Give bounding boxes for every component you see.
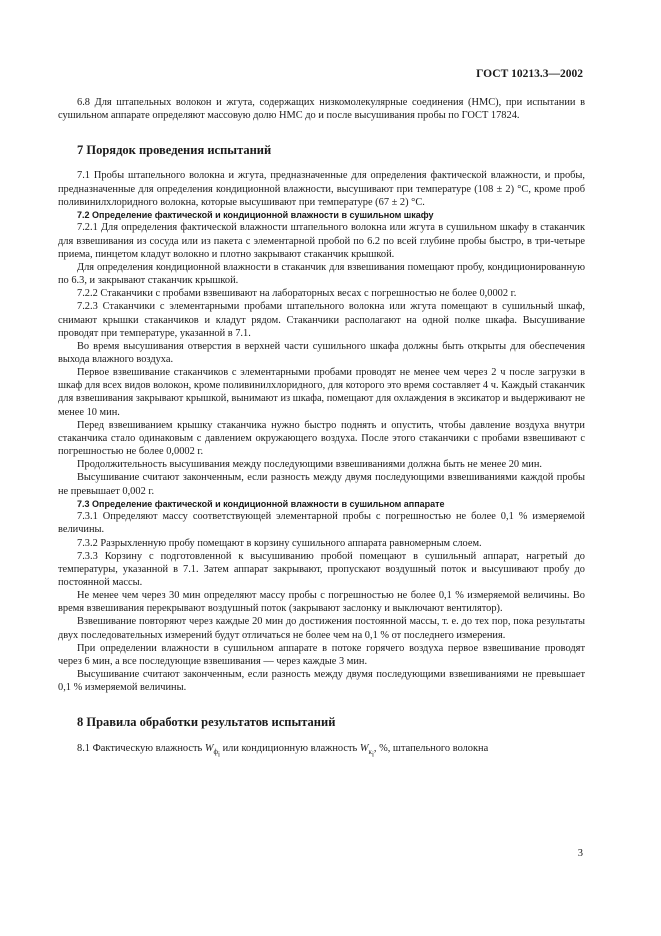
paragraph-8-1: 8.1 Фактическую влажность $W_{ф_i}$ или кондиционную влажность $W_{к_i}$, %, штапельного волокна <box>77 742 489 759</box>
paragraph: Перед взвешиванием крышку стаканчика нужно быстро поднять и опустить, чтобы давление воздуха внутри стаканчика стало одинаковым с давлением окружающего воздуха. После этого стаканчики с пробами взвешивают с погрешностью не более 0,0002 г. <box>58 419 585 458</box>
page-number: 3 <box>577 848 583 859</box>
paragraph-6-8: 6.8 Для штапельных волокон и жгута, содержащих низкомолекулярные соединения (НМС), при испытании в сушильном аппарате определяют массовую долю НМС до и после высушивания пробы по ГОСТ 17824. <box>58 97 585 122</box>
paragraph: 7.2.1 Для определения фактической влажности штапельного волокна или жгута в сушильном шкафу в стаканчик для взвешивания из сосуда или из пакета с элементарной пробой по 6.2 по всей глубине пробы быстро, в три-четыре приема, пинцетом кладут волокно и плотно закрывают стаканчик крышкой. <box>58 222 585 260</box>
paragraph: Первое взвешивание стаканчиков с элементарными пробами проводят не менее чем через 2 ч после загрузки в шкаф для всех видов волокон, кроме поливинилхлоридного, для которого это время составляет 4 ч. Каждый стаканчик для взвешивания закрывают крышкой, вынимают из шкафа, помещают для охлаждения в эксикатор и выдерживают не менее 10 мин. <box>58 367 585 418</box>
paragraph: 7.2.2 Стаканчики с пробами взвешивают на лабораторных весах с погрешностью не более 0,0002 г. <box>77 288 517 300</box>
paragraph: Высушивание считают законченным, если разность между двумя последующими взвешиваниями не превышает 0,1 % измеряемой величины. <box>58 669 585 694</box>
subsection-7-3-title: 7.3 Определение фактической и кондиционной влажности в сушильном аппарате <box>77 498 445 509</box>
paragraph: 7.3.1 Определяют массу соответствующей элементарной пробы с погрешностью не более 0,1 % измеряемой величины. <box>58 511 585 536</box>
paragraph: Продолжительность высушивания между последующими взвешиваниями должна быть не менее 20 мин. <box>77 459 543 471</box>
section-8-title: 8 Правила обработки результатов испытаний <box>77 715 336 730</box>
section-7-title: 7 Порядок проведения испытаний <box>77 143 272 158</box>
paragraph: При определении влажности в сушильном аппарате в потоке горячего воздуха первое взвешивание проводят через 6 мин, а все последующие взвешивания — через каждые 3 мин. <box>58 642 585 667</box>
paragraph: Высушивание считают законченным, если разность между двумя последующими взвешиваниями каждой пробы не превышает 0,002 г. <box>58 472 585 497</box>
paragraph-7-1: 7.1 Пробы штапельного волокна и жгута, предназначенные для определения фактической влажности, и пробы, предназначенные для определения кондиционной влажности, высушивают при температуре (108 ± 2) °С, кроме проб поливинилхлоридного волокна, которые высушивают при температуре (67 ± 2) °С. <box>58 170 585 208</box>
paragraph: 7.3.3 Корзину с подготовленной к высушиванию пробой помещают в сушильный аппарат, нагретый до температуры, указанной в 7.1. Затем аппарат закрывают, пропускают воздушный поток и высушивают пробу до постоянной массы. <box>58 550 585 588</box>
formula-w-fi: $W_{ф_i}$ <box>204 742 220 759</box>
document-body <box>58 96 585 761</box>
document-header: ГОСТ 10213.3—2002 <box>476 68 583 80</box>
paragraph: Не менее чем через 30 мин определяют массу пробы с погрешностью не более 0,1 % измеряемой величины. Во время взвешивания перекрывают воздушный поток (закрывают заслонку и выключают вентилятор). <box>58 590 585 615</box>
paragraph: Взвешивание повторяют через каждые 20 мин до достижения постоянной массы, т. е. до тех пор, пока результаты двух последовательных измерений будут отличаться не более чем на 0,1 % от последнего измерения. <box>58 616 585 641</box>
paragraph: 7.3.2 Разрыхленную пробу помещают в корзину сушильного аппарата равномерным слоем. <box>77 537 482 549</box>
paragraph: 7.2.3 Стаканчики с элементарными пробами штапельного волокна или жгута помещают в сушильный шкаф, снимают крышки стаканчиков и кладут рядом. Стаканчики располагают на одной полке шкафа. Высушивание проводят при температуре, указанной в 7.1. <box>58 301 585 339</box>
paragraph: Для определения кондиционной влажности в стаканчик для взвешивания помещают пробу, кондиционированную по 6.3, и закрывают стаканчик крышкой. <box>58 261 585 287</box>
subsection-7-2-title: 7.2 Определение фактической и кондиционной влажности в сушильном шкафу <box>77 209 434 220</box>
formula-w-ki: $W_{к_i}$ <box>359 742 374 759</box>
paragraph: Во время высушивания отверстия в верхней части сушильного шкафа должны быть открыты для обеспечения выхода влажного воздуха. <box>58 340 585 365</box>
